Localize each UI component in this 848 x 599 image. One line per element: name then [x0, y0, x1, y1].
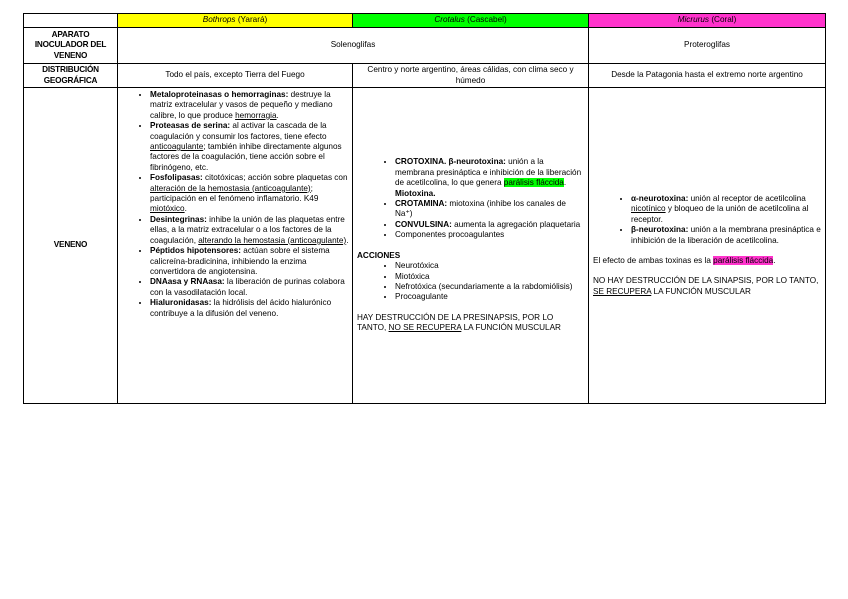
convulsina-text: aumenta la agregación plaquetaria [451, 219, 581, 229]
aparato-micrurus: Proteroglifas [589, 28, 826, 64]
component-name: Péptidos hipotensores: [150, 246, 241, 256]
component-underline: anticoagulante [150, 142, 204, 152]
component-text: actúan sobre el sistema calicreína-bradicinina, inhibiendo la enzima convertidora de angiotensina. [150, 246, 330, 276]
micrurus-efecto [593, 256, 821, 266]
bothrops-venom-item [150, 246, 350, 277]
conclusion-underline: SE RECUPERA [593, 286, 652, 296]
crotalus-common-name: (Cascabel) [467, 15, 507, 25]
efecto-highlight: parálisis fláccida [713, 255, 774, 265]
componentes-item: • Componentes procoagulantes [395, 230, 584, 240]
distribucion-micrurus: Desde la Patagonia hasta el extremo norte argentino [589, 64, 826, 88]
beta-name: β-neurotoxina: [631, 225, 689, 235]
component-underline: miotóxico [150, 204, 185, 214]
convulsina-item [395, 220, 584, 230]
bothrops-venom-item [150, 277, 350, 298]
alpha-text: unión al receptor de acetilcolina [688, 193, 806, 203]
bothrops-venom-item [150, 215, 350, 246]
distribucion-crotalus: Centro y norte argentino, áreas cálidas, con clima seco y húmedo [353, 64, 589, 88]
veneno-crotalus [353, 88, 589, 404]
veneno-micrurus [589, 88, 826, 404]
component-text: la liberación de purinas colabora con la vasodilatación local. [150, 277, 345, 297]
micrurus-toxin-list [593, 194, 821, 246]
component-after: . [184, 204, 187, 214]
header-row [24, 14, 826, 28]
distribucion-label: DISTRIBUCIÓN GEOGRÁFICA [24, 64, 118, 88]
accion-item: • Neurotóxica [395, 261, 584, 271]
crotamina-item [395, 199, 584, 220]
component-after: ; participación en el fenómeno inflamatorio. K49 [150, 183, 319, 204]
accion-item: • Nefrotóxica (secundariamente a la rabdomiólisis) [395, 282, 584, 292]
component-name: Fosfolipasas: [150, 173, 203, 183]
component-name: DNAasa y RNAasa: [150, 277, 225, 287]
alpha-name: α-neurotoxina: [631, 193, 689, 203]
component-after: . [346, 235, 349, 245]
conclusion-text: NO HAY DESTRUCCIÓN DE LA SINAPSIS, POR LO TANTO, [593, 276, 819, 286]
component-name: Desintegrinas: [150, 214, 207, 224]
efecto-text: El efecto de ambas toxinas es la [593, 255, 714, 265]
beta-neurotoxina-item [631, 225, 821, 246]
bothrops-venom-item [150, 90, 350, 121]
conclusion-underline: NO SE RECUPERA [388, 323, 462, 333]
micrurus-conclusion [593, 276, 821, 297]
aparato-label: APARATO INOCULADOR DEL VENENO [24, 28, 118, 64]
component-text: la hidrólisis del ácido hialurónico contribuye a la difusión del veneno. [150, 298, 332, 318]
component-text: destruye la matriz extracelular y vasos de pequeño y mediano calibre, lo que produce [150, 90, 333, 120]
beta-text: unión a la membrana presináptica e inhibición de la liberación de acetilcolina. [631, 225, 821, 245]
alpha-underline: nicotínico [631, 204, 666, 214]
bothrops-venom-list [120, 90, 350, 319]
component-underline: alteración de la hemostasia (anticoagulante) [150, 183, 311, 193]
veneno-bothrops [118, 88, 353, 404]
crotoxina-miotoxina: Miotoxina. [395, 188, 436, 198]
micrurus-genus: Micrurus [677, 15, 710, 25]
efecto-text-end: . [773, 255, 776, 265]
acciones-list [357, 261, 584, 303]
crotalus-toxin-list [357, 157, 584, 240]
alpha-neurotoxina-item [631, 194, 821, 225]
component-after: . [276, 110, 279, 120]
crotoxina-item [395, 157, 584, 199]
crotamina-text: miotoxina (inhibe los canales de Na⁺) [395, 199, 566, 219]
conclusion-text-end: LA FUNCIÓN MUSCULAR [461, 323, 561, 333]
crotamina-name: CROTAMINA: [395, 199, 448, 209]
bothrops-common-name: (Yarará) [237, 15, 268, 25]
veneno-label: VENENO [24, 88, 118, 404]
crotalus-genus: Crotalus [434, 15, 465, 25]
crotoxina-text: unión a la membrana presináptica e inhibición de la liberación de acetilcolina, lo que genera [395, 157, 582, 188]
accion-item: • Miotóxica [395, 272, 584, 282]
bothrops-venom-item [150, 173, 350, 215]
aparato-row [24, 28, 826, 64]
header-blank-cell [24, 14, 118, 28]
bothrops-venom-item [150, 121, 350, 173]
conclusion-text: HAY DESTRUCCIÓN DE LA PRESINAPSIS, POR LO TANTO, [357, 312, 554, 333]
accion-item: • Procoagulante [395, 292, 584, 302]
bothrops-genus: Bothrops [202, 15, 236, 25]
crotoxina-after: . [563, 178, 567, 188]
component-name: Metaloproteinasas o hemorraginas: [150, 90, 289, 99]
component-text: inhibe la unión de las plaquetas entre ellas, a la matriz extracelular o a los factores de la coagulación, [150, 214, 345, 245]
component-underline: alterando la hemostasia (anticoagulante) [198, 235, 347, 245]
component-underline: hemorragia [235, 110, 277, 120]
alpha-text-end: y bloqueo de la unión de acetilcolina al receptor. [631, 204, 809, 224]
component-name: Proteasas de serina: [150, 121, 231, 131]
header-micrurus [589, 14, 826, 28]
crotoxina-highlight: parálisis fláccida [503, 178, 564, 188]
crotoxina-beta: β-neurotoxina: [448, 157, 506, 167]
component-text: citotóxicas; acción sobre plaquetas con [202, 173, 348, 183]
aparato-viperidae: Solenoglifas [118, 28, 589, 64]
distribucion-row [24, 64, 826, 88]
acciones-title: ACCIONES [357, 250, 401, 260]
distribucion-bothrops: Todo el país, excepto Tierra del Fuego [118, 64, 353, 88]
conclusion-text-end: LA FUNCIÓN MUSCULAR [651, 286, 751, 296]
snake-venom-comparison-table [23, 13, 826, 404]
crotoxina-name: CROTOXINA. [395, 157, 447, 167]
header-bothrops [118, 14, 353, 28]
crotalus-conclusion [357, 313, 584, 334]
micrurus-common-name: (Coral) [711, 15, 737, 25]
bothrops-venom-item [150, 298, 350, 319]
veneno-row [24, 88, 826, 404]
component-name: Hialuronidasas: [150, 298, 212, 308]
component-after: ; también inhibe directamente algunos factores de la coagulación, tiene acción sobre el fibrinógeno, etc. [150, 142, 342, 172]
convulsina-name: CONVULSINA: [395, 219, 452, 229]
component-text: al activar la cascada de la coagulación y consumir los factores, tiene efecto [150, 121, 327, 141]
header-crotalus [353, 14, 589, 28]
